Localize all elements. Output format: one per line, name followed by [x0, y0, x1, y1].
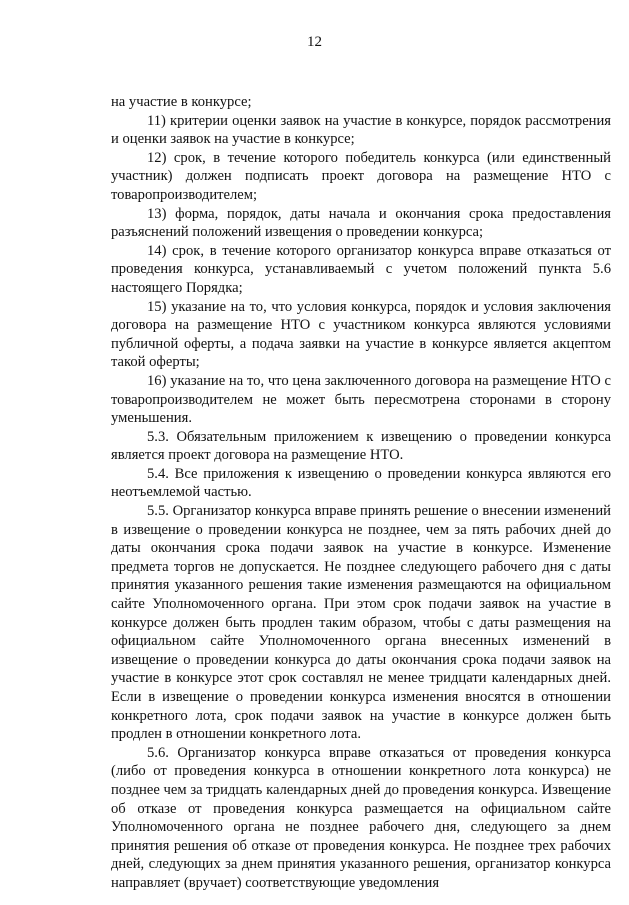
list-item-12: 12) срок, в течение которого победитель конкурса (или единственный участник) должен подписать проект договора на размещение НТО с товаропроизводителем;	[111, 149, 611, 203]
clause-5-4: 5.4. Все приложения к извещению о проведении конкурса являются его неотъемлемой частью.	[111, 465, 611, 501]
document-body	[111, 93, 611, 893]
clause-5-5: 5.5. Организатор конкурса вправе принять решение о внесении изменений в извещение о проведении конкурса не позднее, чем за пять рабочих дней до даты окончания срока подачи заявок на участие в конкурсе. Изменение предмета торгов не допускается. Не позднее следующего рабочего дня с даты принятия указанного решения такие изменения размещаются на официальном сайте Уполномоченного органа. При этом срок подачи заявок на участие в конкурсе должен быть продлен таким образом, чтобы с даты размещения на официальном сайте Уполномоченного органа внесенных изменений в извещение о проведении конкурса до даты окончания срока подачи заявок на участие в конкурсе этот срок составлял не менее тридцати календарных дней. Если в извещение о проведении конкурса изменения вносятся в отношении конкретного лота, срок подачи заявок на участие в конкурсе должен быть продлен в отношении конкретного лота.	[111, 503, 611, 743]
list-item-11: 11) критерии оценки заявок на участие в конкурсе, порядок рассмотрения и оценки заявок на участие в конкурсе;	[111, 112, 611, 148]
list-item-16: 16) указание на то, что цена заключенного договора на размещение НТО с товаропроизводителем не может быть пересмотрена сторонами в сторону уменьшения.	[111, 372, 611, 427]
list-item-15: 15) указание на то, что условия конкурса, порядок и условия заключения договора на размещение НТО с участником конкурса являются условиями публичной оферты, а подача заявки на участие в конкурсе является акцептом такой оферты;	[111, 298, 611, 371]
paragraph-continuation: на участие в конкурсе;	[111, 94, 252, 110]
clause-5-3: 5.3. Обязательным приложением к извещению о проведении конкурса является проект договора на размещение НТО.	[111, 428, 611, 464]
clause-5-6: 5.6. Организатор конкурса вправе отказаться от проведения конкурса (либо от проведения конкурса в отношении конкретного лота конкурса) не позднее чем за тридцать календарных дней до проведения конкурса. Извещение об отказе от проведения конкурса размещается на официальном сайте Уполномоченного органа не позднее рабочего дня, следующего за днем принятия решения об отказе от проведения конкурса. Не позднее трех рабочих дней, следующих за днем принятия указанного решения, организатор конкурса направляет (вручает) соответствующие уведомления	[111, 744, 611, 891]
list-item-13: 13) форма, порядок, даты начала и окончания срока предоставления разъяснений положений извещения о проведении конкурса;	[111, 205, 611, 241]
list-item-14: 14) срок, в течение которого организатор конкурса вправе отказаться от проведения конкурса, устанавливаемый с учетом положений пункта 5.6 настоящего Порядка;	[111, 242, 611, 296]
page-number: 12	[307, 34, 322, 50]
